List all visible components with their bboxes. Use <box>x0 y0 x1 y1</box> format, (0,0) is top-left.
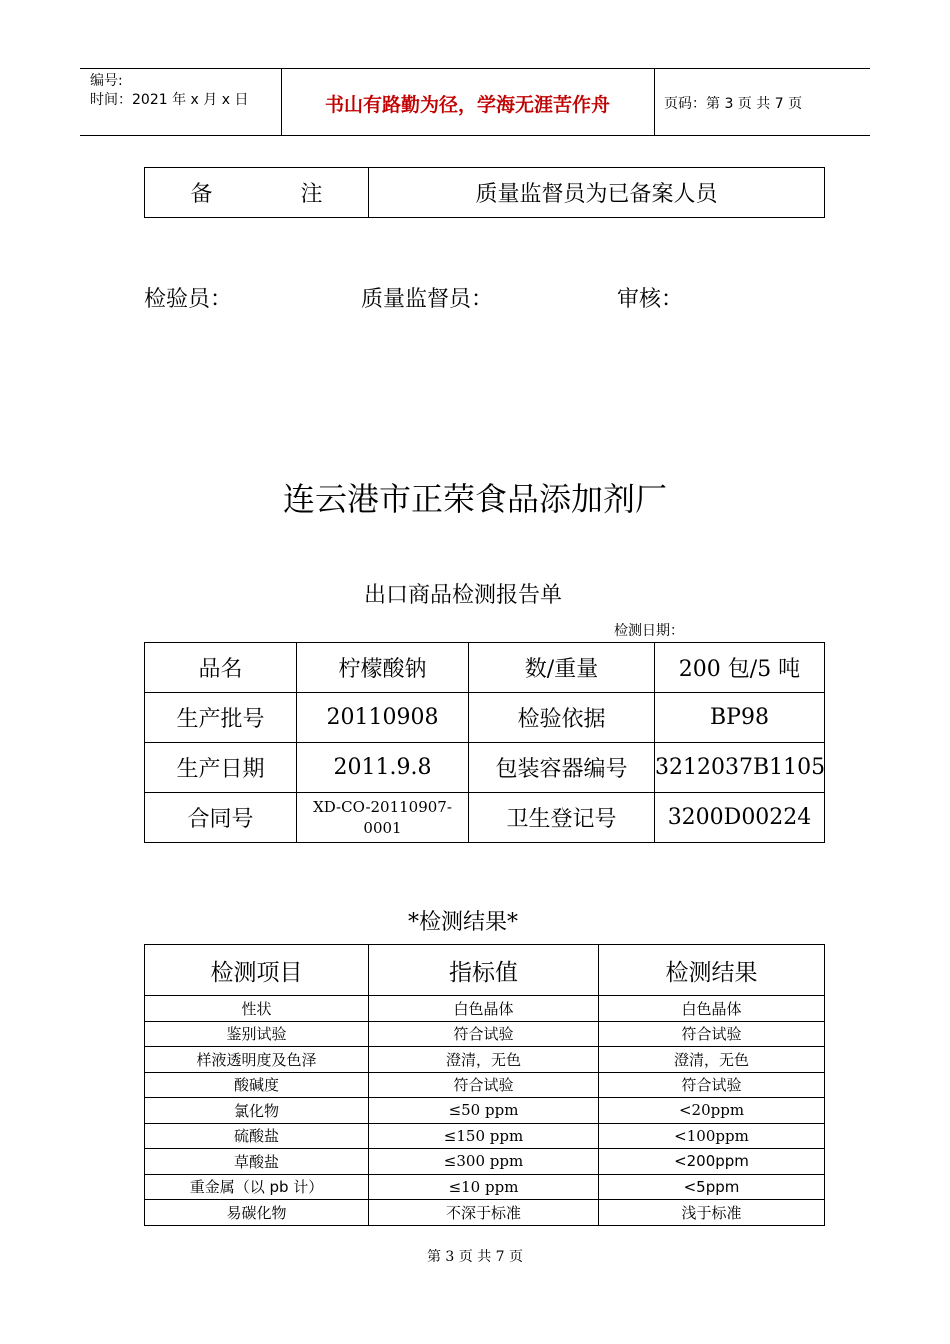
info-label-production-date: 生产日期 <box>145 743 297 793</box>
result-item: 易碳化物 <box>145 1200 369 1226</box>
info-row <box>145 743 825 793</box>
table-row <box>145 1072 825 1098</box>
info-label-inspection-basis: 检验依据 <box>469 693 655 743</box>
info-label-container-number: 包装容器编号 <box>469 743 655 793</box>
header-page-info: 页码：第 3 页 共 7 页 <box>664 96 803 112</box>
result-item: 硫酸盐 <box>145 1123 369 1149</box>
info-value-product-name: 柠檬酸钠 <box>297 643 469 693</box>
result-item: 性状 <box>145 996 369 1022</box>
result-standard: 符合试验 <box>369 1072 599 1098</box>
result-item: 鉴别试验 <box>145 1021 369 1047</box>
result-value: 澄清，无色 <box>599 1047 825 1073</box>
header-bottom-rule <box>80 135 870 136</box>
reviewer-signature-label: 审核： <box>617 287 684 312</box>
result-standard: ≤300 ppm <box>369 1149 599 1175</box>
result-standard: ≤50 ppm <box>369 1098 599 1124</box>
results-table <box>144 944 825 1226</box>
info-value-batch-number: 20110908 <box>297 693 469 743</box>
header-time-label: 时间：2021 年 x 月 x 日 <box>90 92 249 108</box>
header-divider-right <box>654 68 655 136</box>
result-value: <5ppm <box>599 1174 825 1200</box>
info-value-contract-number: XD-CO-20110907-0001 <box>297 793 469 843</box>
result-item: 草酸盐 <box>145 1149 369 1175</box>
page-footer: 第 3 页 共 7 页 <box>426 1249 524 1265</box>
remark-table <box>144 167 825 218</box>
result-value: 浅于标准 <box>599 1200 825 1226</box>
results-header-row <box>145 945 825 996</box>
result-value: <100ppm <box>599 1123 825 1149</box>
info-value-inspection-basis: BP98 <box>655 693 825 743</box>
result-standard: ≤150 ppm <box>369 1123 599 1149</box>
remark-value: 质量监督员为已备案人员 <box>369 168 825 218</box>
supervisor-signature-label: 质量监督员： <box>361 287 494 312</box>
result-standard: 符合试验 <box>369 1021 599 1047</box>
result-standard: 不深于标准 <box>369 1200 599 1226</box>
table-row <box>145 1021 825 1047</box>
result-value: 符合试验 <box>599 1021 825 1047</box>
results-header-result: 检测结果 <box>599 945 825 996</box>
remark-label: 备 注 <box>145 168 369 218</box>
info-row <box>145 693 825 743</box>
table-row <box>145 1200 825 1226</box>
info-label-batch-number: 生产批号 <box>145 693 297 743</box>
results-title: *检测结果* <box>407 910 518 935</box>
results-header-standard: 指标值 <box>369 945 599 996</box>
table-row <box>145 1098 825 1124</box>
header-top-rule <box>80 68 870 69</box>
result-value: <20ppm <box>599 1098 825 1124</box>
result-item: 重金属（以 pb 计） <box>145 1174 369 1200</box>
result-standard: 澄清，无色 <box>369 1047 599 1073</box>
result-item: 样液透明度及色泽 <box>145 1047 369 1073</box>
result-value: 符合试验 <box>599 1072 825 1098</box>
result-value: <200ppm <box>599 1149 825 1175</box>
info-value-container-number: 3212037B1105 <box>655 743 825 793</box>
info-label-contract-number: 合同号 <box>145 793 297 843</box>
product-info-table <box>144 642 825 843</box>
result-item: 氯化物 <box>145 1098 369 1124</box>
info-row <box>145 643 825 693</box>
result-value: 白色晶体 <box>599 996 825 1022</box>
table-row <box>145 1149 825 1175</box>
info-label-quantity: 数/重量 <box>469 643 655 693</box>
info-value-quantity: 200 包/5 吨 <box>655 643 825 693</box>
report-title: 出口商品检测报告单 <box>363 583 562 608</box>
inspector-signature-label: 检验员： <box>144 287 233 312</box>
result-item: 酸碱度 <box>145 1072 369 1098</box>
remark-row <box>145 168 825 218</box>
inspection-date-label: 检测日期： <box>614 623 684 639</box>
factory-name: 连云港市正荣食品添加剂厂 <box>282 480 667 518</box>
table-row <box>145 1047 825 1073</box>
results-header-item: 检测项目 <box>145 945 369 996</box>
table-row <box>145 996 825 1022</box>
info-value-production-date: 2011.9.8 <box>297 743 469 793</box>
result-standard: 白色晶体 <box>369 996 599 1022</box>
table-row <box>145 1174 825 1200</box>
header-number-label: 编号: <box>90 73 123 89</box>
result-standard: ≤10 ppm <box>369 1174 599 1200</box>
info-label-product-name: 品名 <box>145 643 297 693</box>
header-motto: 书山有路勤为径，学海无涯苦作舟 <box>324 94 610 116</box>
info-label-health-registration: 卫生登记号 <box>469 793 655 843</box>
table-row <box>145 1123 825 1149</box>
info-value-health-registration: 3200D00224 <box>655 793 825 843</box>
info-row <box>145 793 825 843</box>
